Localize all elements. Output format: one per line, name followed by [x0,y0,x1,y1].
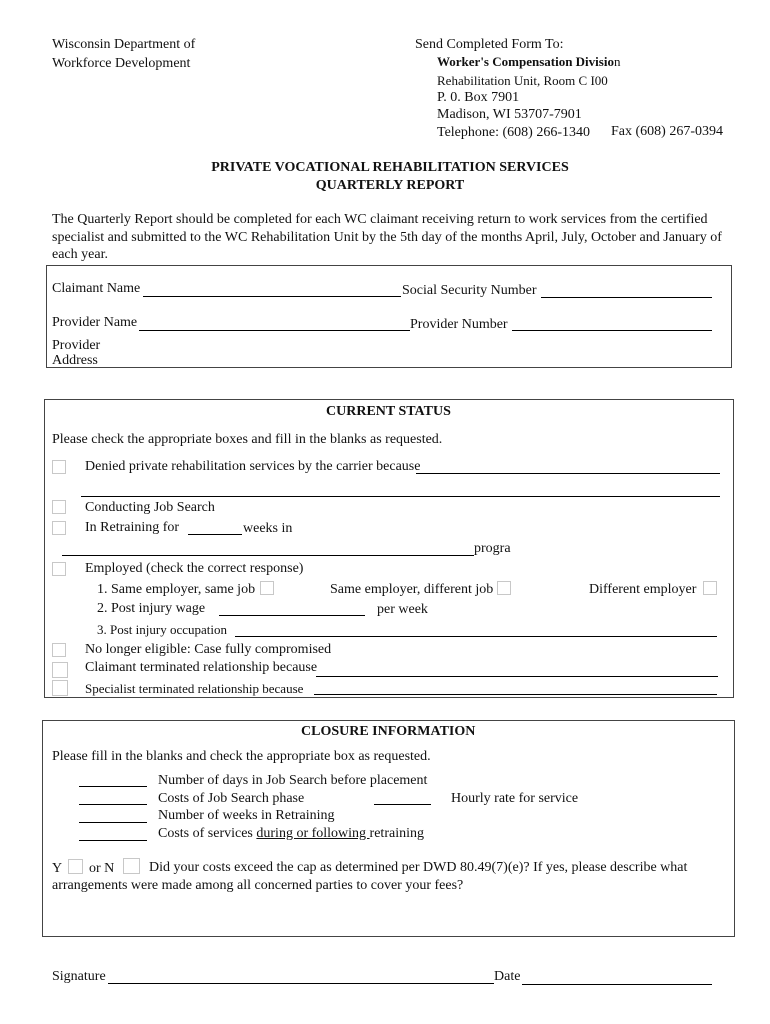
employed-label: Employed (check the correct response) [85,561,304,576]
provider-address-label-1: Provider [52,338,101,353]
specialist-terminated-checkbox[interactable] [52,680,68,696]
provider-number-field[interactable] [512,330,712,331]
claimant-name-label: Claimant Name [52,281,141,296]
costs-job-search-label: Costs of Job Search phase [158,791,305,806]
weeks-retraining-label: Number of weeks in Retraining [158,808,335,823]
closure-heading: CLOSURE INFORMATION [301,724,476,739]
city-state-zip: Madison, WI 53707-7901 [437,107,582,122]
program-field[interactable] [62,555,474,556]
hourly-rate-label: Hourly rate for service [451,791,579,806]
provider-address-label-2: Address [52,353,98,368]
intro-line1: The Quarterly Report should be completed for each WC claimant receiving return to work services from the certified [52,212,708,227]
ssn-label: Social Security Number [402,283,537,298]
closure-instruction: Please fill in the blanks and check the appropriate box as requested. [52,749,431,764]
claimant-name-field[interactable] [143,296,401,297]
no-longer-eligible-checkbox[interactable] [52,643,66,657]
division-name-tail: n [613,54,621,69]
claimant-terminated-checkbox[interactable] [52,662,68,678]
telephone: Telephone: (608) 266-1340 [437,125,590,140]
form-title-line1: PRIVATE VOCATIONAL REHABILITATION SERVICES [211,160,569,175]
fax: Fax (608) 267-0394 [611,124,723,139]
form-title-line2: QUARTERLY REPORT [315,178,465,193]
provider-number-label: Provider Number [410,317,508,332]
denied-label: Denied private rehabilitation services by the carrier because [85,459,421,474]
costs-services-label-underlined: during or following [256,826,370,841]
agency-name-line2: Workforce Development [52,56,191,71]
employed-checkbox[interactable] [52,562,66,576]
po-box: P. 0. Box 7901 [437,90,520,105]
intro-line2: specialist and submitted to the WC Rehabilitation Unit by the 5th day of the months April, July, October and January of [52,230,722,245]
provider-name-label: Provider Name [52,315,138,330]
costs-services-label [158,826,424,842]
costs-job-search-field[interactable] [79,804,147,805]
signature-label: Signature [52,969,106,984]
division-name [437,54,620,70]
different-employer-checkbox[interactable] [703,581,717,595]
same-employer-diff-job-checkbox[interactable] [497,581,511,595]
retraining-checkbox[interactable] [52,521,66,535]
same-employer-diff-job-label: Same employer, different job [330,582,494,597]
hourly-rate-field[interactable] [374,804,431,805]
no-longer-eligible-label: No longer eligible: Case fully compromised [85,642,332,657]
denied-reason-field-2[interactable] [81,496,720,497]
post-injury-wage-field[interactable] [219,615,365,616]
claimant-terminated-label: Claimant terminated relationship because [85,660,318,675]
job-search-label: Conducting Job Search [85,500,215,515]
same-employer-same-job-checkbox[interactable] [260,581,274,595]
retraining-weeks-label: weeks in [243,521,293,536]
post-injury-wage-label: 2. Post injury wage [97,601,206,616]
agency-name-line1: Wisconsin Department of [52,37,196,52]
yes-label: Y [52,861,63,876]
post-injury-occupation-label: 3. Post injury occupation [97,622,227,637]
retraining-weeks-field[interactable] [188,534,242,535]
retraining-label: In Retraining for [85,520,180,535]
program-label: progra [474,541,511,556]
claimant-terminated-field[interactable] [316,676,718,677]
specialist-terminated-label: Specialist terminated relationship because [85,681,304,696]
costs-services-field[interactable] [79,840,147,841]
current-status-heading: CURRENT STATUS [326,404,451,419]
denied-checkbox[interactable] [52,460,66,474]
job-search-checkbox[interactable] [52,500,66,514]
per-week-label: per week [377,602,428,617]
send-to-label: Send Completed Form To: [415,37,564,52]
or-n-label: or N [89,861,115,876]
specialist-terminated-field[interactable] [314,694,717,695]
yes-checkbox[interactable] [68,859,83,874]
ssn-field[interactable] [541,297,712,298]
costs-services-label-b: retraining [369,826,424,841]
division-name-bold: Worker's Compensation Divisio [437,54,614,69]
post-injury-occupation-field[interactable] [235,636,717,637]
rehab-unit: Rehabilitation Unit, Room C I00 [437,73,608,88]
denied-reason-field[interactable] [416,473,720,474]
provider-name-field[interactable] [139,330,410,331]
intro-line3: each year. [52,247,108,262]
days-job-search-label: Number of days in Job Search before placement [158,773,428,788]
cap-question-line2: arrangements were made among all concerned parties to cover your fees? [52,878,464,893]
no-checkbox[interactable] [123,858,140,874]
different-employer-label: Different employer [589,582,697,597]
cap-question-line1: Did your costs exceed the cap as determined per DWD 80.49(7)(e)? If yes, please describe what [149,860,688,875]
date-label: Date [494,969,521,984]
weeks-retraining-field[interactable] [79,822,147,823]
claimant-info-box [46,265,732,368]
date-field[interactable] [522,984,712,985]
costs-services-label-a: Costs of services [158,826,257,841]
current-status-instruction: Please check the appropriate boxes and fill in the blanks as requested. [52,432,443,447]
days-job-search-field[interactable] [79,786,147,787]
signature-field[interactable] [108,983,494,984]
same-employer-same-job-label: 1. Same employer, same job [97,582,256,597]
